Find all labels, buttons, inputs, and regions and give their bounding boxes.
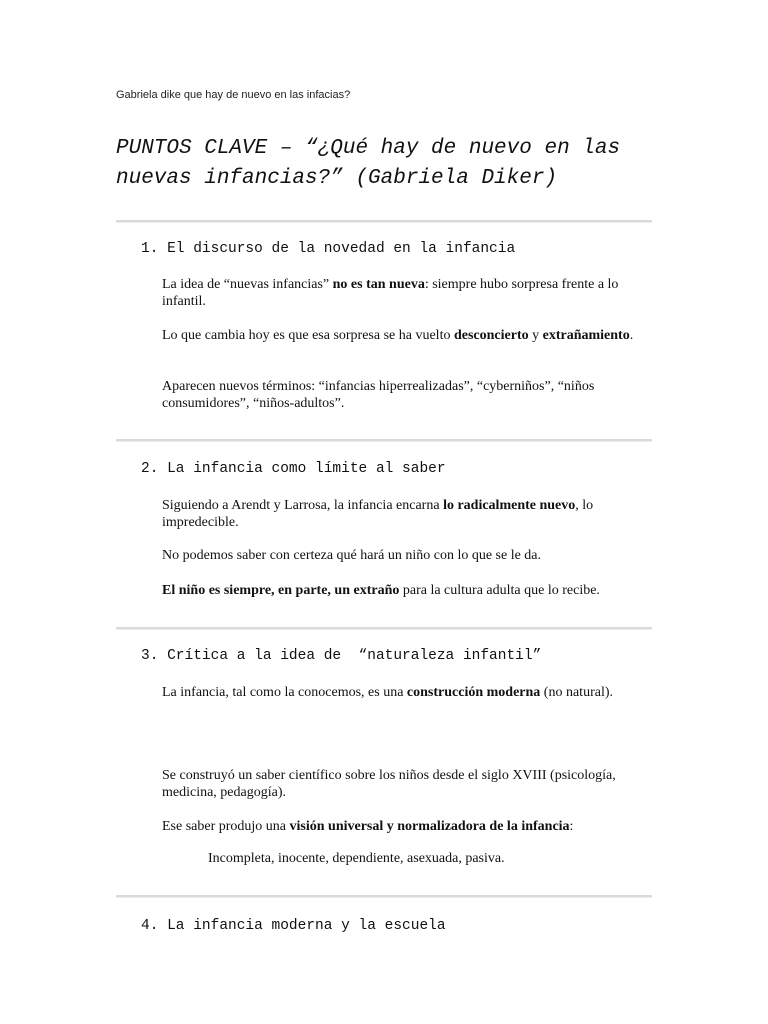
section-2-heading: 2. La infancia como límite al saber — [141, 461, 446, 477]
text-run: : — [569, 819, 574, 834]
section-3-paragraph-3 — [162, 818, 662, 835]
text-run: : siempre hubo sorpresa frente a lo infantil. — [162, 277, 619, 309]
document-title — [116, 134, 676, 194]
section-3-heading: 3. Crítica a la idea de “naturaleza infantil” — [141, 648, 542, 664]
bold-text: extrañamiento — [542, 328, 630, 343]
text-run: Siguiendo a Arendt y Larrosa, la infancia encarna — [162, 498, 444, 513]
text-run: La idea de “nuevas infancias” — [162, 277, 333, 292]
section-divider — [116, 439, 652, 442]
bold-text: desconcierto — [453, 328, 529, 343]
section-divider — [116, 220, 652, 223]
text-run: y — [528, 328, 543, 343]
text-run: . — [629, 328, 634, 343]
section-divider — [116, 627, 652, 630]
bold-text: construcción moderna — [406, 685, 541, 700]
section-2-paragraph-1 — [162, 497, 662, 531]
section-1-heading: 1. El discurso de la novedad en la infancia — [141, 241, 516, 257]
title-line-1: PUNTOS CLAVE – “¿Qué hay de nuevo en las — [116, 137, 621, 160]
top-note: Gabriela dike que hay de nuevo en las infacias? — [116, 89, 351, 101]
text-run: La infancia, tal como la conocemos, es una — [162, 685, 407, 700]
text-run: , lo impredecible. — [162, 498, 594, 530]
section-4-heading: 4. La infancia moderna y la escuela — [141, 918, 446, 934]
section-2-paragraph-2: No podemos saber con certeza qué hará un niño con lo que se le da. — [162, 548, 542, 563]
section-1-paragraph-3: Aparecen nuevos términos: “infancias hiperrealizadas”, “cyberniños”, “niños consumidores”, “niños-adultos”. — [162, 379, 595, 411]
section-2-paragraph-3 — [162, 582, 662, 599]
bold-text: El niño es siempre, en parte, un extraño — [162, 583, 400, 598]
section-3-indented-list: Incompleta, inocente, dependiente, asexuada, pasiva. — [208, 851, 505, 866]
section-divider — [116, 895, 652, 898]
bold-text: visión universal y normalizadora de la infancia — [289, 819, 570, 834]
section-3-paragraph-2: Se construyó un saber científico sobre los niños desde el siglo XVIII (psicología, medicina, pedagogía). — [162, 768, 616, 800]
bold-text: lo radicalmente nuevo — [443, 498, 576, 513]
text-run: para la cultura adulta que lo recibe. — [399, 583, 600, 598]
text-run: Ese saber produjo una — [162, 819, 290, 834]
section-1-paragraph-2 — [162, 327, 662, 344]
section-1-paragraph-1 — [162, 276, 662, 310]
text-run: (no natural). — [540, 685, 613, 700]
section-3-paragraph-1 — [162, 684, 662, 701]
title-line-2: nuevas infancias?” (Gabriela Diker) — [116, 167, 558, 190]
bold-text: no es tan nueva — [332, 277, 425, 292]
text-run: Lo que cambia hoy es que esa sorpresa se ha vuelto — [162, 328, 454, 343]
